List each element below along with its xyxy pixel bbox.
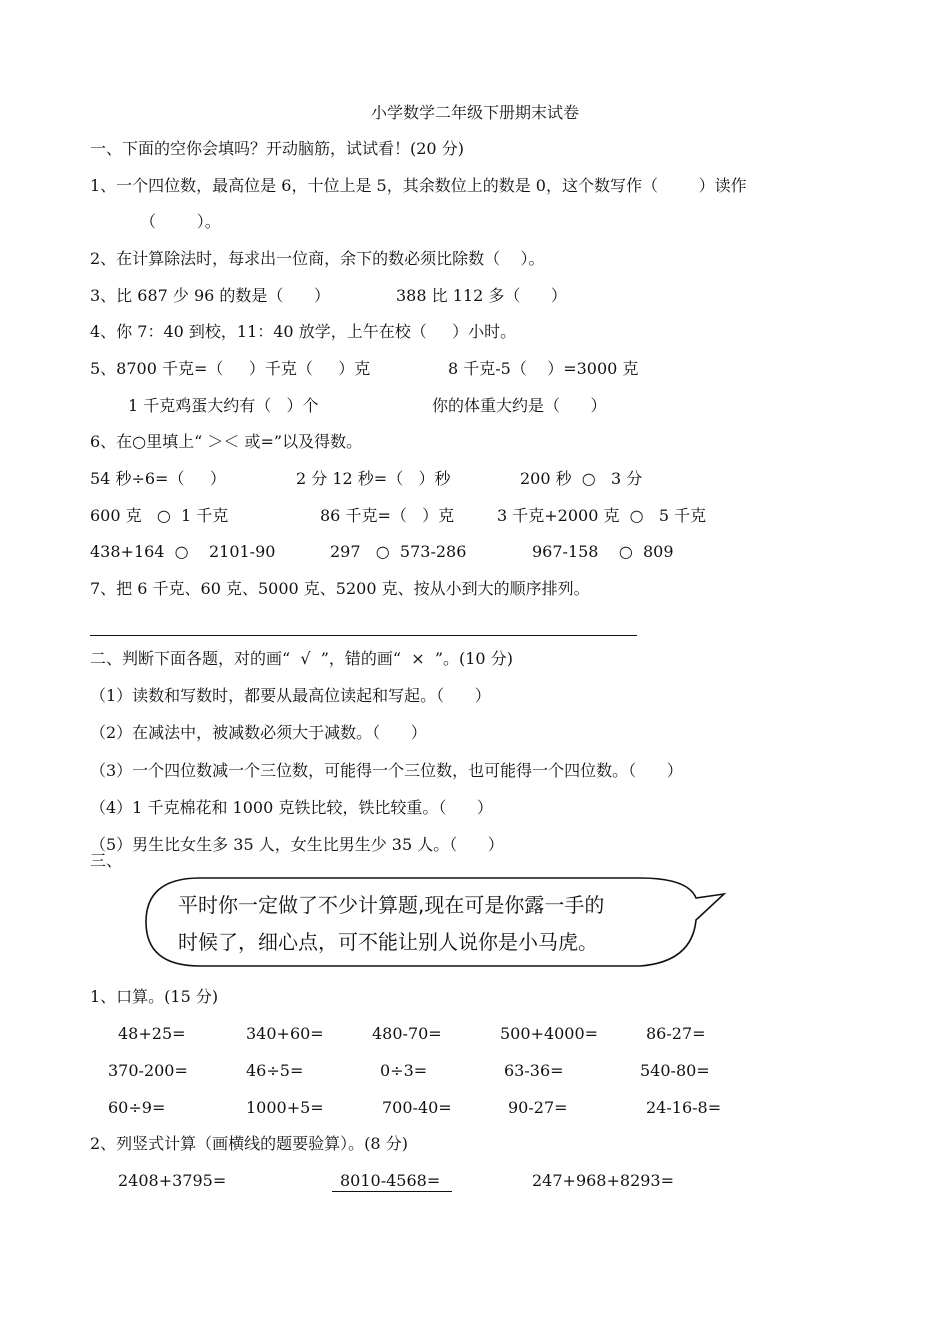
page-title: 小学数学二年级下册期末试卷: [370, 103, 579, 122]
question-5b: 8 千克-5（ ）=3000 克: [448, 359, 639, 378]
oral-r2-c4: 63-36=: [504, 1061, 564, 1080]
vertical-item-2-underlined: [332, 1171, 452, 1191]
judge-item-4: （4）1 千克棉花和 1000 克铁比较，铁比较重。（ ）: [90, 798, 493, 817]
judge-item-3: （3）一个四位数减一个三位数，可能得一个三位数，也可能得一个四位数。（ ）: [90, 761, 683, 780]
question-1-line2: （ ）。: [140, 212, 221, 231]
oral-r3-c5: 24-16-8=: [646, 1098, 722, 1117]
question-6: 6、在○里填上“ ＞＜ 或=”以及得数。: [90, 432, 363, 451]
q6-row3-item1: 438+164 ○ 2101-90: [90, 542, 276, 561]
oral-r1-c1: 48+25=: [118, 1024, 186, 1043]
judge-item-2: （2）在减法中，被减数必须大于减数。（ ）: [90, 723, 427, 742]
vertical-item-1: 2408+3795=: [118, 1171, 227, 1190]
judge-item-1: （1）读数和写数时，都要从最高位读起和写起。（ ）: [90, 686, 491, 705]
oral-r3-c1: 60÷9=: [108, 1098, 166, 1117]
q6-row3-item3: 967-158 ○ 809: [532, 542, 674, 561]
oral-r3-c2: 1000+5=: [246, 1098, 324, 1117]
q6-row1-item2: 2 分 12 秒=（ ）秒: [296, 469, 451, 488]
section2-heading: 二、判断下面各题，对的画“ √ ”，错的画“ × ”。(10 分): [90, 649, 513, 668]
oral-heading: 1、口算。(15 分): [90, 987, 219, 1006]
question-5d: 你的体重大约是（ ）: [432, 396, 607, 415]
q6-row1-item3: 200 秒 ○ 3 分: [520, 469, 643, 488]
question-5c: 1 千克鸡蛋大约有（ ）个: [128, 396, 319, 415]
oral-r1-c3: 480-70=: [372, 1024, 442, 1043]
section1-heading: 一、下面的空你会填吗？开动脑筋，试试看！(20 分): [90, 139, 464, 158]
q6-row2-item1: 600 克 ○ 1 千克: [90, 506, 229, 525]
vertical-heading: 2、列竖式计算（画横线的题要验算）。(8 分): [90, 1134, 408, 1153]
oral-r2-c3: 0÷3=: [380, 1061, 428, 1080]
question-1-line1: 1、一个四位数，最高位是 6，十位上是 5，其余数位上的数是 0，这个数写作（ ）读作: [90, 176, 747, 195]
oral-r1-c2: 340+60=: [246, 1024, 324, 1043]
section3-label: 三、: [90, 851, 123, 870]
oral-r1-c5: 86-27=: [646, 1024, 706, 1043]
speech-bubble-icon: [140, 874, 730, 970]
question-5a: 5、8700 千克=（ ）千克（ ）克: [90, 359, 371, 378]
bubble-line-1: 平时你一定做了不少计算题,现在可是你露一手的: [178, 893, 605, 917]
answer-line: [90, 635, 637, 636]
q6-row3-item2: 297 ○ 573-286: [330, 542, 467, 561]
bubble-line-2: 时候了，细心点，可不能让别人说你是小马虎。: [178, 930, 598, 954]
question-2: 2、在计算除法时，每求出一位商，余下的数必须比除数（ ）。: [90, 249, 545, 268]
q6-row2-item3: 3 千克+2000 克 ○ 5 千克: [497, 506, 707, 525]
q6-row2-item2: 86 千克=（ ）克: [320, 506, 455, 525]
oral-r2-c1: 370-200=: [108, 1061, 188, 1080]
oral-r3-c4: 90-27=: [508, 1098, 568, 1117]
oral-r3-c3: 700-40=: [382, 1098, 452, 1117]
question-3b: 388 比 112 多（ ）: [396, 286, 567, 305]
question-3a: 3、比 687 少 96 的数是（ ）: [90, 286, 330, 305]
question-7: 7、把 6 千克、60 克、5000 克、5200 克、按从小到大的顺序排列。: [90, 579, 590, 598]
q6-row1-item1: 54 秒÷6=（ ）: [90, 469, 226, 488]
vertical-item-2: 8010-4568=: [332, 1171, 452, 1192]
question-4: 4、你 7：40 到校，11：40 放学，上午在校（ ）小时。: [90, 322, 517, 341]
oral-r1-c4: 500+4000=: [500, 1024, 599, 1043]
judge-item-5: （5）男生比女生多 35 人，女生比男生少 35 人。（ ）: [90, 835, 504, 854]
oral-r2-c5: 540-80=: [640, 1061, 710, 1080]
vertical-item-3: 247+968+8293=: [532, 1171, 675, 1190]
oral-r2-c2: 46÷5=: [246, 1061, 304, 1080]
